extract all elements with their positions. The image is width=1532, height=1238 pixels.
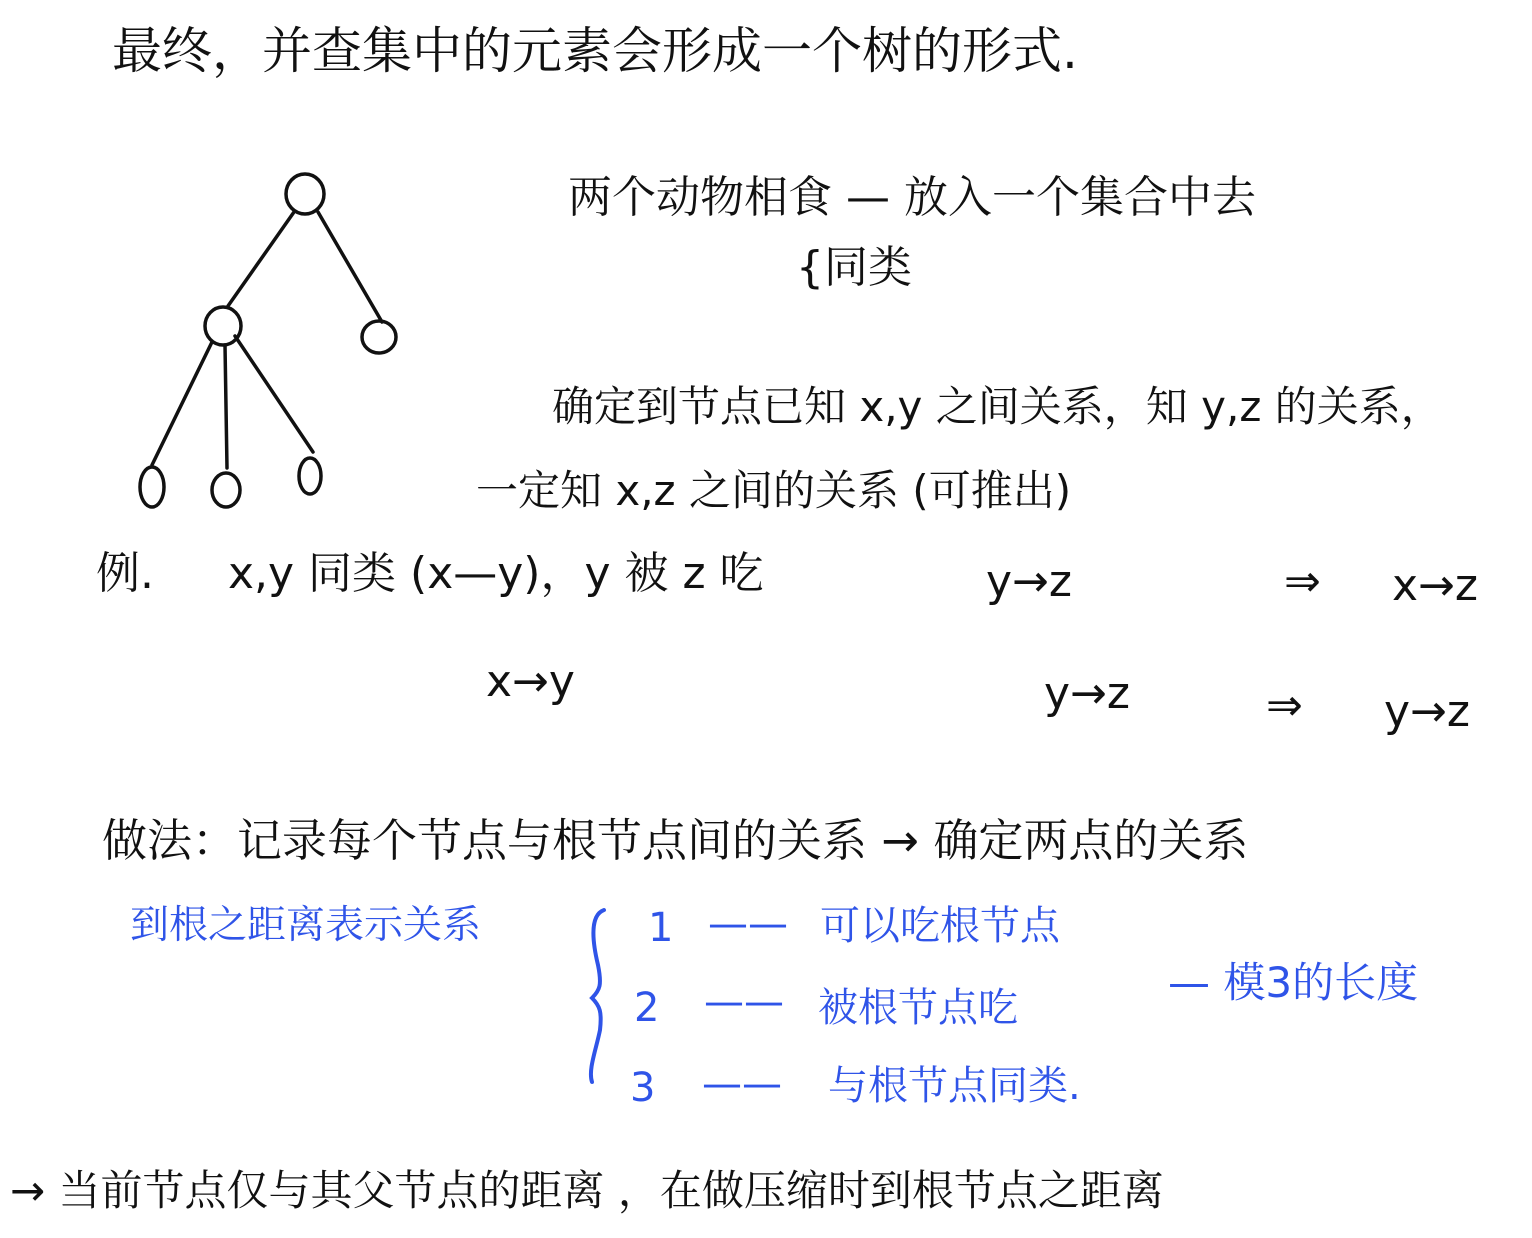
example-row2-left: x→y bbox=[486, 656, 575, 707]
transitive-line-2: 一定知 x,z 之间的关系 (可推出) bbox=[476, 466, 1072, 515]
blue-item-text: 可以吃根节点 bbox=[820, 903, 1060, 949]
blue-brace bbox=[591, 910, 604, 1082]
example-text: x,y 同类 (x—y)，y 被 z 吃 bbox=[228, 548, 764, 599]
tree-edge bbox=[225, 345, 227, 468]
tree-node bbox=[212, 473, 240, 507]
example-row1-mid: y→z bbox=[986, 556, 1073, 607]
blue-item-dash: —— bbox=[708, 901, 788, 947]
blue-heading: 到根之距离表示关系 bbox=[130, 903, 482, 948]
blue-item-num: 2 bbox=[634, 985, 660, 1031]
blue-item-text: 被根节点吃 bbox=[818, 985, 1018, 1031]
title-text: 最终，并查集中的元素会形成一个树的形式. bbox=[112, 22, 1078, 80]
note-same-kind: {同类 bbox=[796, 242, 912, 293]
method-line: 做法：记录每个节点与根节点间的关系 → 确定两点的关系 bbox=[102, 814, 1249, 867]
tree-node bbox=[140, 467, 164, 507]
tree-node bbox=[362, 321, 396, 353]
blue-item-num: 1 bbox=[648, 905, 674, 951]
blue-mod-note: — 模3的长度 bbox=[1168, 958, 1419, 1007]
example-label: 例. bbox=[96, 548, 154, 599]
blue-item-num: 3 bbox=[630, 1065, 656, 1111]
blue-item-dash: —— bbox=[704, 979, 784, 1025]
blue-item-text: 与根节点同类. bbox=[828, 1063, 1081, 1109]
example-row1-result: x→z bbox=[1392, 560, 1479, 611]
example-row2-result: y→z bbox=[1384, 686, 1471, 737]
tree-node-root bbox=[286, 174, 324, 214]
example-row2-mid: y→z bbox=[1044, 668, 1131, 719]
bottom-line: → 当前节点仅与其父节点的距离 ，在做压缩时到根节点之距离 bbox=[10, 1166, 1164, 1215]
tree-edge bbox=[228, 212, 294, 306]
tree-edge bbox=[318, 212, 382, 322]
transitive-line-1: 确定到节点已知 x,y 之间关系，知 y,z 的关系， bbox=[552, 382, 1443, 431]
tree-edge bbox=[152, 342, 212, 465]
example-row1-arrow: ⇒ bbox=[1284, 556, 1321, 607]
blue-item-dash: —— bbox=[702, 1061, 782, 1107]
tree-edge bbox=[235, 336, 313, 452]
example-row2-arrow: ⇒ bbox=[1266, 680, 1303, 731]
note-same-set: 两个动物相食 — 放入一个集合中去 bbox=[568, 172, 1256, 223]
tree-node bbox=[205, 307, 241, 345]
tree-node bbox=[299, 458, 321, 494]
